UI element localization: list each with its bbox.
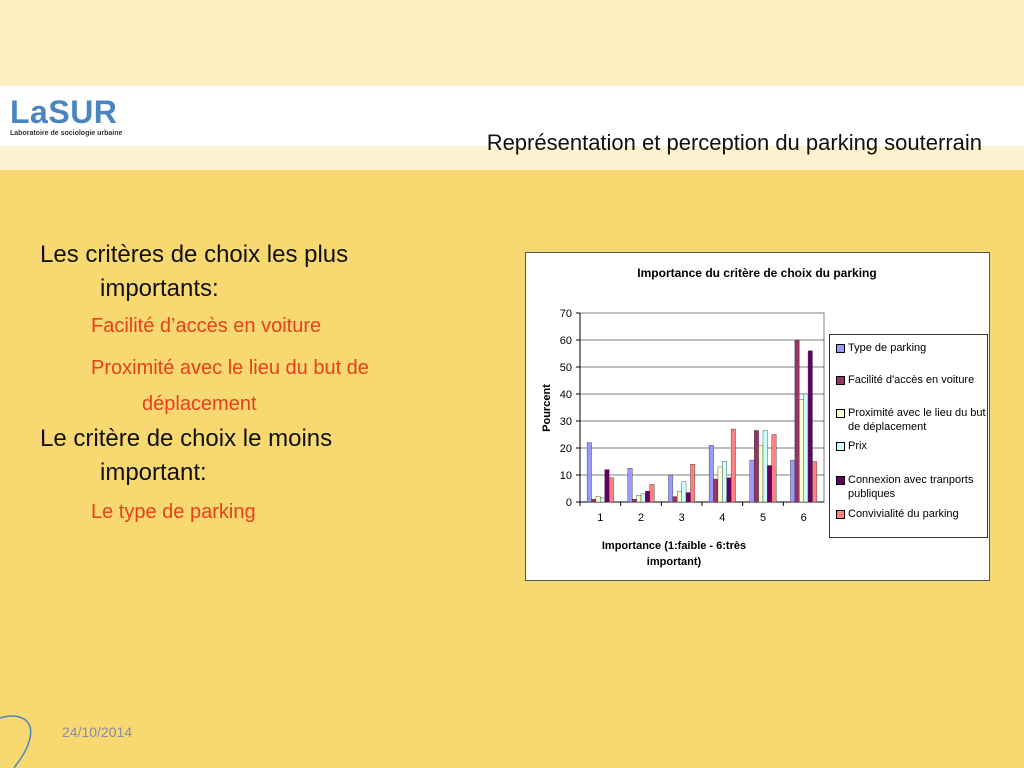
legend-swatch: [836, 344, 845, 353]
slide-title: Représentation et perception du parking souterrain: [486, 130, 982, 155]
bar: [673, 497, 677, 502]
x-tick-label: 1: [597, 512, 604, 524]
legend-swatch: [836, 409, 845, 418]
bar: [714, 479, 718, 502]
bullet-line: Les critères de choix les plus: [40, 241, 349, 268]
bar: [587, 443, 591, 502]
top-band: [0, 0, 1024, 86]
bar: [722, 462, 726, 503]
bar: [609, 478, 613, 502]
y-tick-label: 60: [559, 335, 572, 347]
logo-subtitle: Laboratoire de sociologie urbaine: [10, 130, 123, 137]
bar: [637, 495, 641, 502]
bullet-most-important: [40, 238, 500, 306]
logo-text: LaSUR: [10, 94, 118, 130]
chart-container: [525, 252, 990, 581]
bar: [596, 497, 600, 502]
bullet-line: important:: [100, 459, 207, 486]
x-tick-label: 5: [759, 512, 767, 524]
legend-swatch: [836, 510, 845, 519]
plot-area: [580, 313, 824, 502]
y-tick-label: 50: [559, 362, 572, 374]
bar: [592, 499, 596, 502]
bar: [641, 494, 645, 502]
x-axis-label-line1: Importance (1:faible - 6:très: [601, 540, 747, 552]
bullet-line: Le critère de choix le moins: [40, 425, 333, 452]
x-tick-label: 4: [719, 512, 726, 524]
bar: [763, 430, 767, 502]
sub-bullet-type: Le type de parking: [91, 501, 256, 523]
x-axis-label-line2: important): [646, 556, 702, 568]
y-tick-label: 20: [559, 443, 572, 455]
y-tick-label: 40: [559, 389, 572, 401]
bar: [795, 340, 799, 502]
sub-bullet-proximity: [40, 354, 500, 418]
bar: [790, 460, 794, 502]
bar: [727, 478, 731, 502]
bullet-list: [40, 238, 500, 526]
legend-label: Type de parking: [848, 342, 927, 354]
lasur-logo: [10, 96, 122, 137]
y-tick-label: 30: [559, 416, 572, 428]
legend-label: Facilité d'accès en voiture: [848, 374, 975, 386]
sub-bullet-access: Facilité d’accès en voiture: [91, 315, 322, 337]
bar: [754, 430, 758, 502]
legend-swatch: [836, 476, 845, 485]
bar: [690, 464, 694, 502]
sub-bullet-line: Proximité avec le lieu du but de: [91, 357, 369, 379]
chart-legend: [829, 334, 988, 538]
bar: [799, 399, 803, 502]
x-tick-label: 3: [678, 512, 685, 524]
bullet-least-important: [40, 422, 500, 490]
bar: [709, 445, 713, 502]
x-tick-label: 2: [637, 512, 645, 524]
bar: [731, 429, 735, 502]
bar: [645, 491, 649, 502]
legend-swatch: [836, 376, 845, 385]
bar: [804, 394, 808, 502]
bar: [686, 493, 690, 502]
y-tick-label: 70: [559, 308, 572, 320]
footer-date: 24/10/2014: [62, 724, 133, 740]
bar: [808, 351, 812, 502]
y-axis-label: Pourcent: [541, 384, 553, 432]
bar: [812, 462, 816, 503]
sub-bullet-line: déplacement: [142, 393, 257, 415]
bar: [650, 484, 654, 502]
bar: [668, 475, 672, 502]
x-tick-label: 6: [800, 512, 807, 524]
legend-swatch: [836, 442, 845, 451]
bar: [682, 482, 686, 502]
bar: [750, 460, 754, 502]
bar: [677, 491, 681, 502]
bullet-line: importants:: [100, 275, 219, 302]
legend-label: Convivialité du parking: [848, 508, 959, 520]
legend-label: Prix: [848, 440, 867, 452]
bar: [600, 498, 604, 502]
corner-decoration: [0, 710, 40, 768]
bar: [632, 499, 636, 502]
bar: [718, 467, 722, 502]
legend-label: Connexion avec tranports publiques: [848, 474, 974, 500]
bar: [759, 445, 763, 502]
chart-title: Importance du critère de choix du parking: [637, 266, 877, 280]
bar: [605, 470, 609, 502]
bar: [772, 435, 776, 503]
y-tick-label: 0: [565, 497, 572, 509]
bar: [628, 468, 632, 502]
legend-label: Proximité avec le lieu du but de déplacement: [848, 407, 986, 433]
y-tick-label: 10: [559, 470, 572, 482]
bar: [767, 466, 771, 502]
